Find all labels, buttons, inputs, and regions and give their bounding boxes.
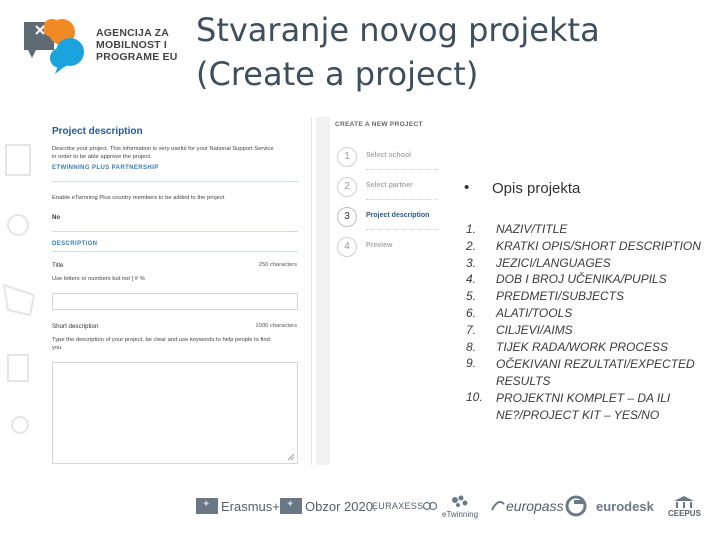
list-text: PREDMETI/SUBJECTS <box>496 289 625 304</box>
steps-shade <box>316 117 330 465</box>
create-project-steps <box>316 117 438 465</box>
list-number: 9. <box>466 356 477 371</box>
step-select-school[interactable] <box>335 145 438 171</box>
resize-handle-icon[interactable] <box>287 453 295 461</box>
step-number: 1 <box>337 147 357 167</box>
list-number: 1. <box>466 222 477 236</box>
etwinning-logo <box>442 488 478 524</box>
europass-logo <box>490 488 564 524</box>
project-description-form <box>39 117 312 465</box>
step-divider <box>366 229 438 230</box>
step-number: 2 <box>337 177 357 197</box>
step-label: Preview <box>366 242 393 249</box>
obzor-text: Obzor 2020. <box>305 498 377 514</box>
esc-logo <box>564 488 588 524</box>
erasmus-text: Erasmus+ <box>221 498 280 514</box>
list-item <box>466 272 716 289</box>
ceepus-text: CEEPUS <box>668 508 701 518</box>
europass-text: europass <box>506 498 564 514</box>
step-number: 4 <box>337 237 357 257</box>
section-partnership: ETWINNING PLUS PARTNERSHIP <box>52 165 159 171</box>
eu-flag-icon <box>280 498 302 514</box>
list-item <box>466 239 716 256</box>
section-description: DESCRIPTION <box>52 241 98 247</box>
step-number: 3 <box>337 207 357 227</box>
step-label: Select school <box>366 152 412 159</box>
short-description-label: Short description <box>52 323 99 330</box>
list-item <box>466 306 716 323</box>
list-text: JEZICI/LANGUAGES <box>496 255 611 270</box>
list-item <box>466 256 716 273</box>
euraxess-rings-icon <box>423 500 437 512</box>
short-description-hint-line-1: Type the description of your project, be clear and use keywords to help people to find <box>52 337 270 343</box>
list-text: DOB I BROJ UČENIKA/PUPILS <box>496 272 667 287</box>
section-divider <box>52 251 298 252</box>
partnership-value[interactable]: No <box>52 215 60 221</box>
logo-line-2: MOBILNOST I <box>96 39 168 51</box>
step-label: Project description <box>366 212 430 219</box>
ceepus-logo <box>668 488 701 524</box>
list-number: 7. <box>466 322 477 337</box>
step-label: Select partner <box>366 182 413 189</box>
list-number: 3. <box>466 255 477 270</box>
list-item <box>466 323 716 340</box>
list-item <box>466 356 716 390</box>
form-heading: Project description <box>52 126 143 137</box>
step-project-description[interactable] <box>335 205 438 231</box>
content-heading: Opis projekta <box>492 180 581 197</box>
speech-bubbles-icon <box>22 18 94 74</box>
list-number: 2. <box>466 238 477 253</box>
step-divider <box>366 169 438 170</box>
obzor-logo <box>280 488 377 524</box>
partnership-question: Enable eTwinning Plus country members to be added to the project <box>52 195 225 201</box>
form-intro-line-1: Describe your project. This information is very useful for your National Support Service <box>52 146 274 152</box>
title-hint: Use letters or numbers but not [ # % <box>52 276 145 282</box>
erasmus-logo <box>196 488 280 524</box>
list-item <box>466 340 716 357</box>
esc-logo-icon <box>564 494 588 518</box>
logo-line-1: AGENCIJA ZA <box>96 27 169 39</box>
list-text: KRATKI OPIS/SHORT DESCRIPTION <box>496 238 701 253</box>
europass-swoosh-icon <box>490 498 506 514</box>
list-text: PROJEKTNI KOMPLET – DA ILI NE?/PROJECT KIT – YES/NO <box>496 390 671 422</box>
form-intro-line-2: in order to be able approve the project. <box>52 154 152 160</box>
list-text: OČEKIVANI REZULTATI/EXPECTED RESULTS <box>496 357 695 389</box>
step-select-partner[interactable] <box>335 175 438 201</box>
eu-flag-icon <box>196 498 218 514</box>
logo-line-3: PROGRAME EU <box>96 51 178 63</box>
partner-logos-footer <box>192 488 712 524</box>
step-preview[interactable] <box>335 235 438 261</box>
bullet-icon: • <box>464 179 470 196</box>
euraxess-text: EURAXESS <box>372 501 424 511</box>
section-divider <box>52 231 298 232</box>
title-line-1: Stvaranje novog projekta <box>196 11 600 49</box>
short-description-textarea[interactable] <box>52 362 298 464</box>
eurodesk-text: eurodesk <box>596 498 654 514</box>
list-item <box>466 390 716 424</box>
eurodesk-logo <box>596 488 654 524</box>
list-number: 4. <box>466 272 477 287</box>
list-number: 8. <box>466 339 477 354</box>
description-fields-list <box>466 222 716 424</box>
agency-logo <box>22 18 192 78</box>
list-number: 5. <box>466 289 477 304</box>
background-doodle-icon <box>0 115 40 465</box>
list-text: NAZIV/TITLE <box>496 222 568 236</box>
title-label: Title <box>52 262 64 269</box>
list-text: ALATI/TOOLS <box>496 305 573 320</box>
list-item <box>466 289 716 306</box>
euraxess-logo <box>372 488 437 524</box>
title-char-limit: 250 characters <box>258 262 297 268</box>
etwinning-dots-icon <box>449 494 471 510</box>
short-description-hint-line-2: you <box>52 345 62 351</box>
title-input[interactable] <box>52 293 298 310</box>
short-description-char-limit: 1000 characters <box>255 323 297 329</box>
list-text: TIJEK RADA/WORK PROCESS <box>496 339 669 354</box>
steps-heading: CREATE A NEW PROJECT <box>335 121 423 128</box>
list-number: 10. <box>466 389 483 404</box>
step-divider <box>366 199 438 200</box>
slide-title <box>196 8 706 96</box>
etwinning-text: eTwinning <box>442 509 479 519</box>
list-number: 6. <box>466 305 477 320</box>
list-text: CILJEVI/AIMS <box>496 322 573 337</box>
title-line-2: (Create a project) <box>196 55 479 93</box>
section-divider <box>52 181 298 182</box>
list-item <box>466 222 716 239</box>
ceepus-building-icon <box>672 495 696 509</box>
